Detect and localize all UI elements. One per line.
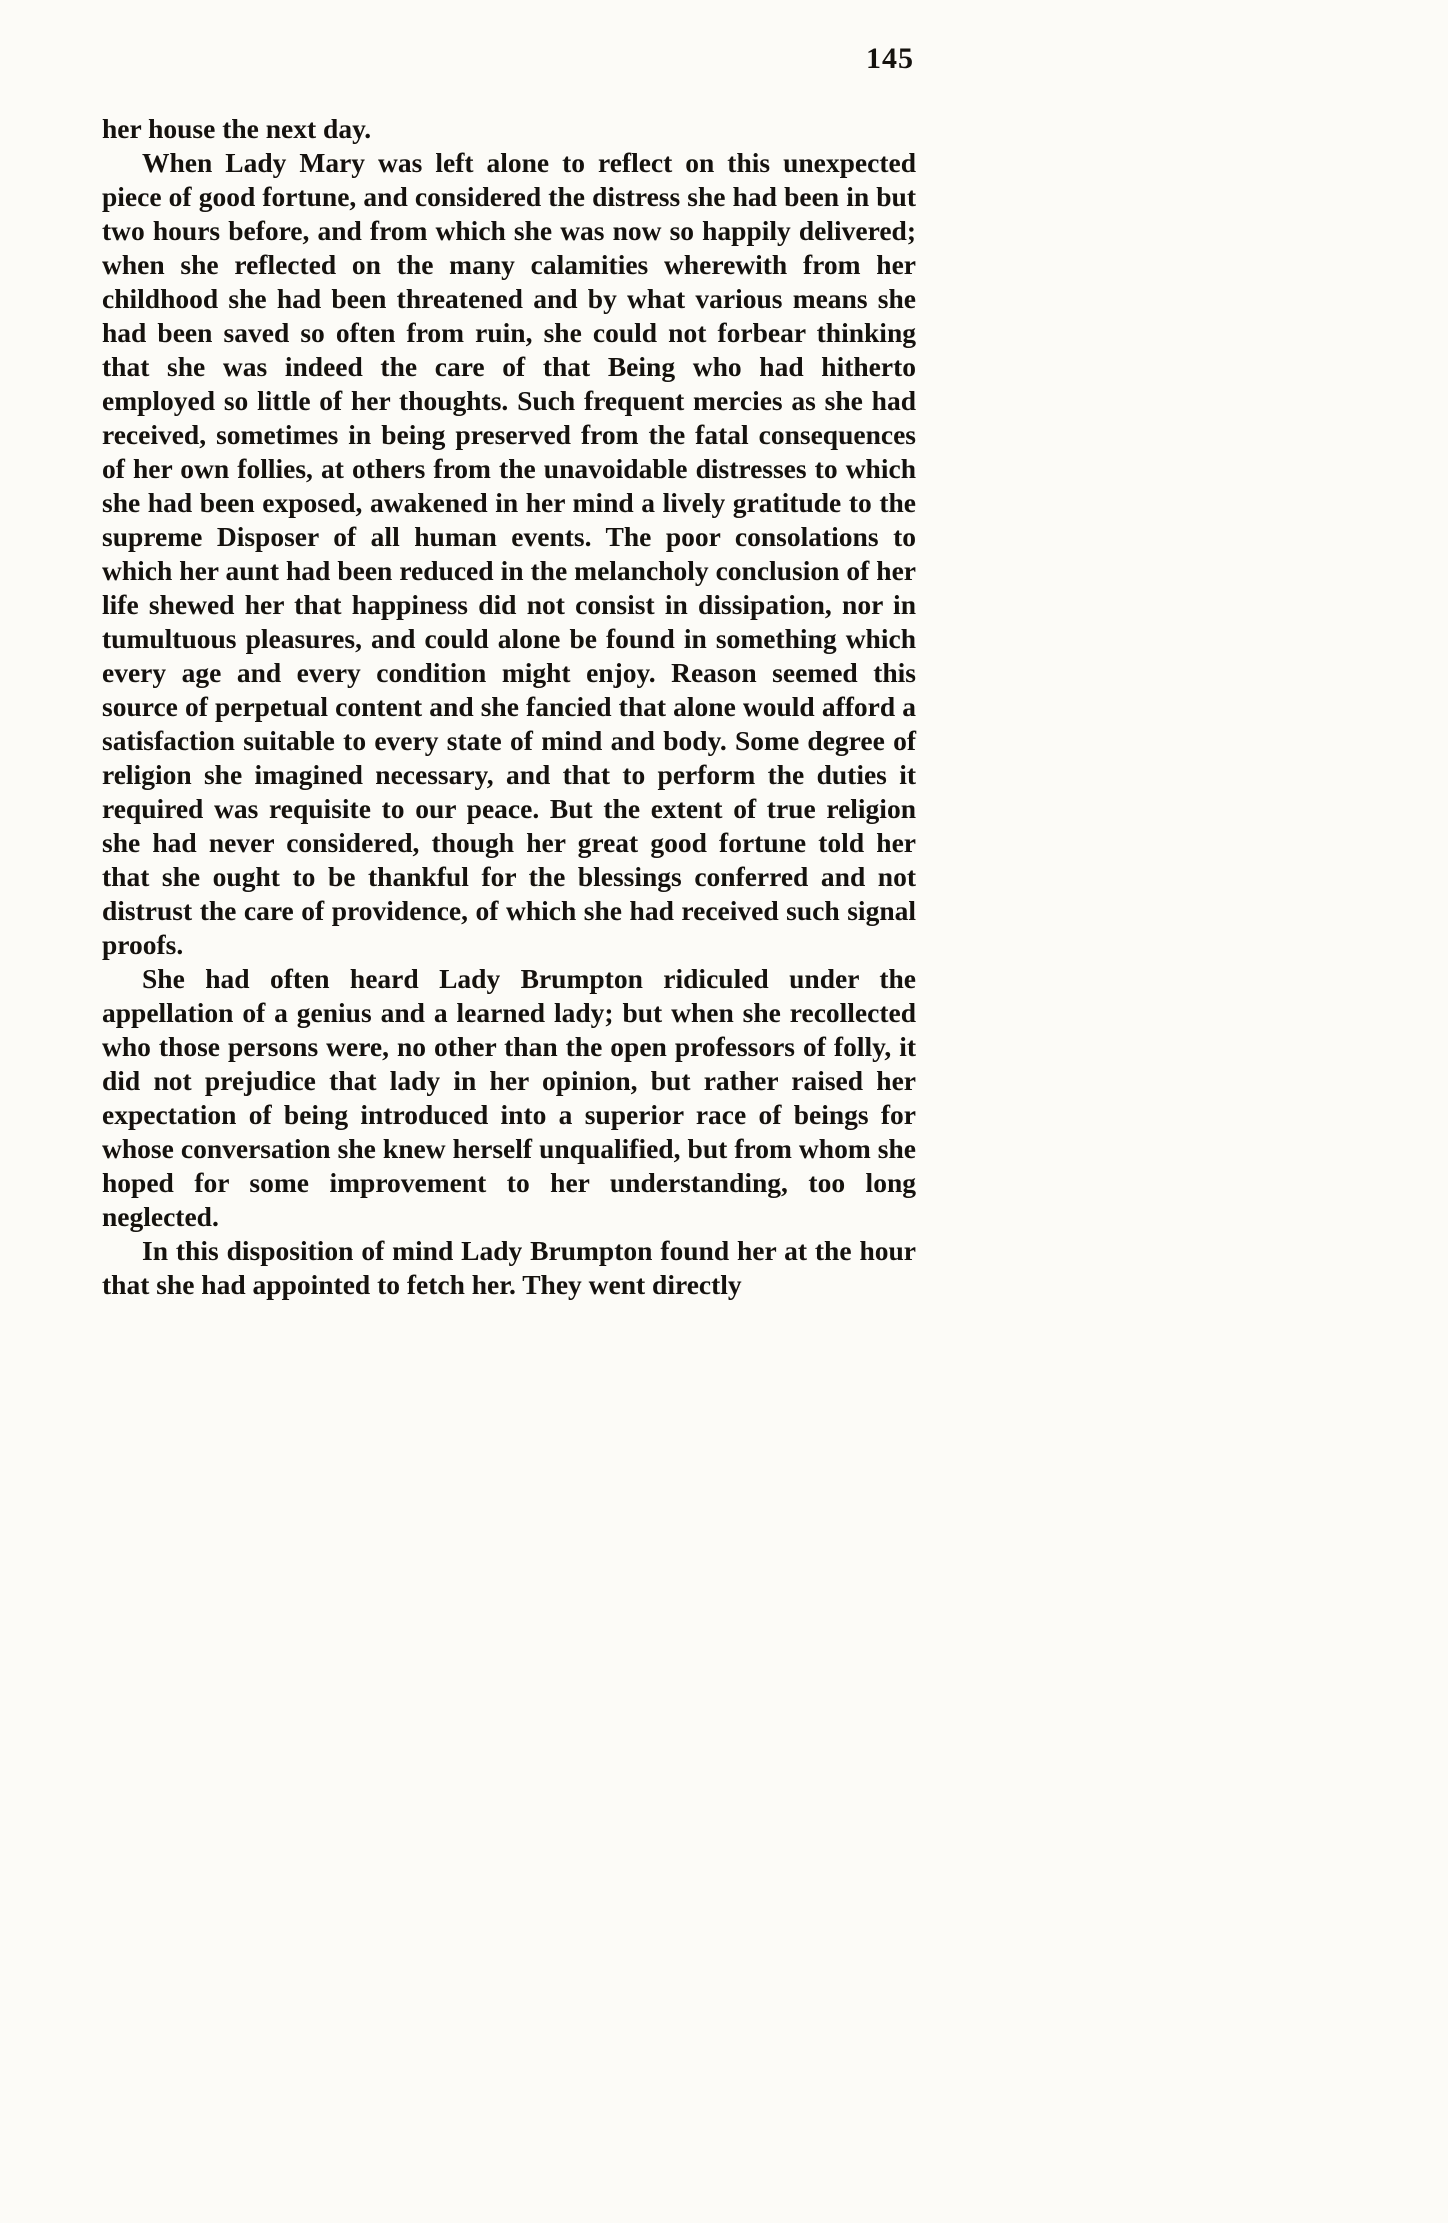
paragraph: When Lady Mary was left alone to reflect on this unexpected piece of good fortune, and considered the distress she had been in but two hours before, and from which she was now so happily delivered; when she reflected on the many calamities wherewith from her childhood she had been threatened and by what various means she had been saved so often from ruin, she could not forbear thinking that she was indeed the care of that Being who had hitherto employed so little of her thoughts. Such frequent mercies as she had received, sometimes in being preserved from the fatal consequences of her own follies, at others from the unavoidable distresses to which she had been exposed, awakened in her mind a lively gratitude to the supreme Disposer of all human events. The poor consolations to which her aunt had been reduced in the melancholy conclusion of her life shewed her that happiness did not consist in dissipation, nor in tumultuous pleasures, and could alone be found in something which every age and every condition might enjoy. Reason seemed this source of perpetual content and she fancied that alone would afford a satisfaction suitable to every state of mind and body. Some degree of religion she imagined necessary, and that to perform the duties it required was requisite to our peace. But the extent of true religion she had never considered, though her great good fortune told her that she ought to be thankful for the blessings conferred and not distrust the care of providence, of which she had received such signal proofs. bbox=[102, 147, 916, 960]
paragraph: She had often heard Lady Brumpton ridiculed under the appellation of a genius and a learned lady; but when she recollected who those persons were, no other than the open professors of folly, it did not prejudice that lady in her opinion, but rather raised her expectation of being introduced into a superior race of beings for whose conversation she knew herself unqualified, but from whom she hoped for some improvement to her understanding, too long neglected. bbox=[102, 963, 916, 1232]
paragraph: In this disposition of mind Lady Brumpton found her at the hour that she had appointed to fetch her. They went directly bbox=[102, 1235, 916, 1300]
paragraph-continuation: her house the next day. bbox=[102, 113, 372, 144]
text-block bbox=[102, 112, 916, 1302]
page-number: 145 bbox=[866, 42, 914, 75]
